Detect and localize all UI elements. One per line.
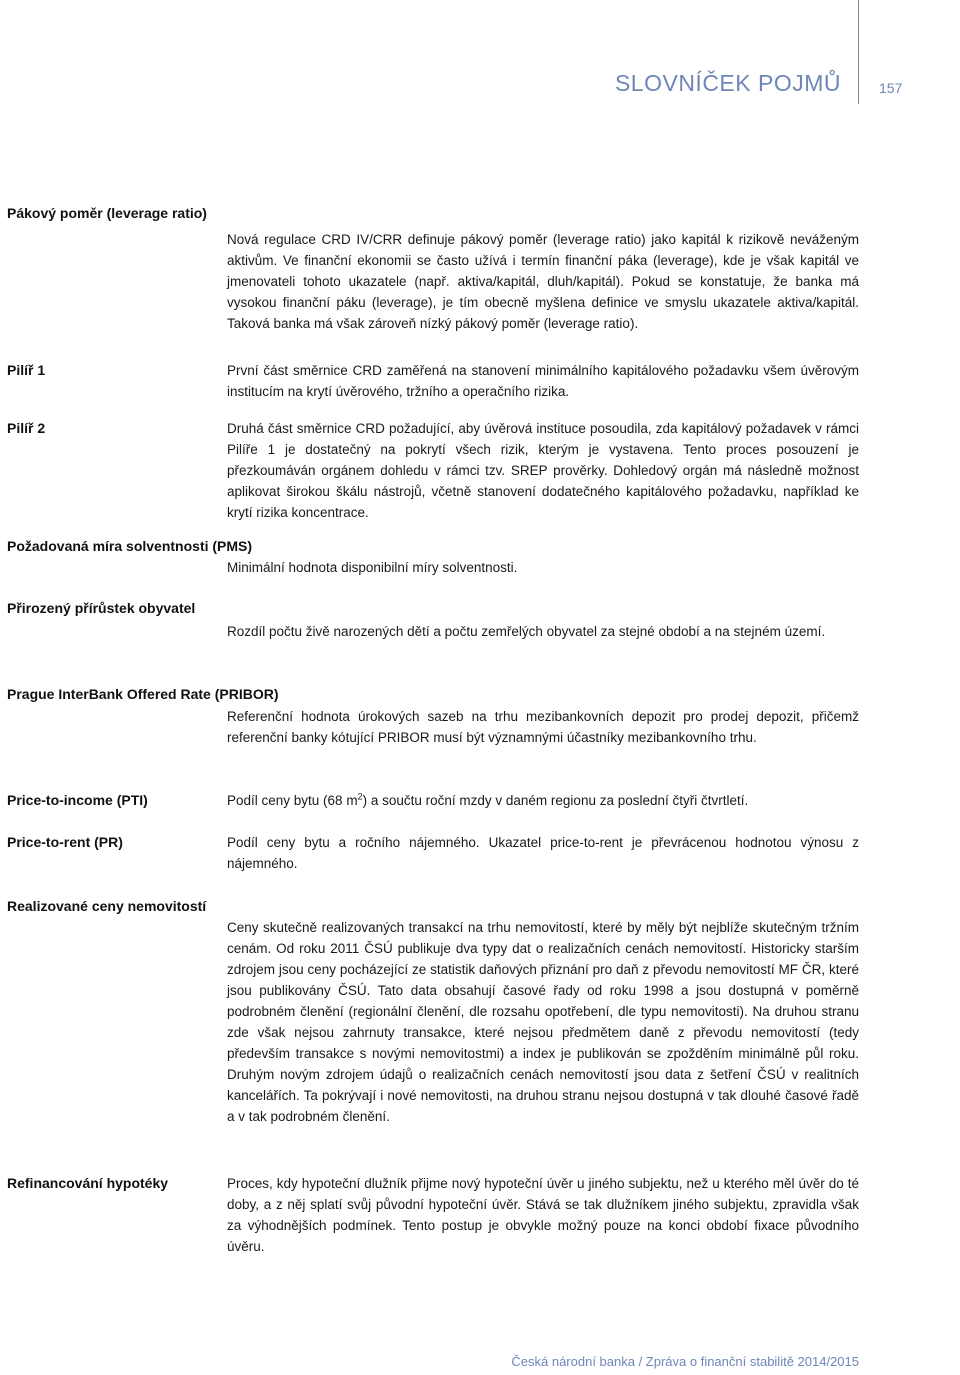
glossary-term: Prague InterBank Offered Rate (PRIBOR): [7, 686, 279, 702]
page-number: 157: [879, 80, 903, 96]
definition-text: ) a součtu roční mzdy v daném regionu za poslední čtyři čtvrtletí.: [362, 793, 749, 808]
glossary-term: Pákový poměr (leverage ratio): [7, 205, 207, 221]
glossary-definition: Nová regulace CRD IV/CRR definuje pákový poměr (leverage ratio) jako kapitál k rizikově neváženým aktivům. Ve finanční ekonomii se často užívá i termín finanční páka (leverage), kde je však kapitál ve jmenovateli tohoto ukazatele (např. aktiva/kapitál, dluh/kapitál). Pokud se konstatuje, že banka má vysokou finanční páku (leverage), je tím obecně myšlena definice ve smyslu ukazatele aktiva/kapitál. Taková banka má však zároveň nízký pákový poměr (leverage ratio).: [227, 232, 859, 331]
glossary-term: Realizované ceny nemovitostí: [7, 898, 207, 914]
glossary-definition: Proces, kdy hypoteční dlužník přijme nový hypoteční úvěr u jiného subjektu, než u kterého měl úvěr do té doby, a z něj splatí svůj původní hypoteční úvěr. Stává se tak dlužníkem jiného subjektu, zpravidla však za výhodnějších podmínek. Tento postup je obvykle možný pouze na konci období fixace původního úvěru.: [227, 1176, 859, 1254]
header-divider: [858, 0, 859, 104]
glossary-term: Price-to-rent (PR): [7, 834, 123, 850]
glossary-definition: Ceny skutečně realizovaných transakcí na trhu nemovitostí, které by měly být nejblíže skutečným tržním cenám. Od roku 2011 ČSÚ publikuje dva typy dat o realizačních cenách nemovitostí. Historicky starším zdrojem jsou ceny pocházející ze statistik daňových přiznání pro daň z převodu nemovitostí MF ČR, které jsou publikovány ČSÚ. Tato data obsahují časové řady od roku 1998 a jsou dostupná v poměrně podrobném členění (regionální členění, dle rozsahu opotřebení, dle typu nemovitosti). Na druhou stranu zde však nejsou zahrnuty transakce, které nejsou předmětem daně z převodu nemovitostí (tedy především transakce s novými nemovitostmi) a index je publikován se zpožděním minimálně půl roku. Druhým novým zdrojem údajů o realizačních cenách nemovitostí jsou data z šetření ČSÚ v realitních kancelářích. Ta pokrývají i nové nemovitosti, na druhou stranu nejsou dostupná v tak dlouhé časové řadě a v tak podrobném členění.: [227, 920, 859, 1124]
glossary-term: Price-to-income (PTI): [7, 792, 148, 808]
glossary-term: Pilíř 1: [7, 362, 46, 378]
definition-text: Podíl ceny bytu (68 m: [227, 793, 358, 808]
header-title: SLOVNÍČEK POJMŮ: [614, 70, 841, 96]
glossary-definition: První část směrnice CRD zaměřená na stanovení minimálního kapitálového požadavku všem úvěrovým institucím na krytí úvěrového, tržního a operačního rizika.: [227, 363, 859, 399]
glossary-definition: Minimální hodnota disponibilní míry solventnosti.: [227, 560, 518, 575]
glossary-definition: Referenční hodnota úrokových sazeb na trhu mezibankovních depozit pro prodej depozit, přičemž referenční banky kótující PRIBOR musí být významnými účastníky mezibankovního trhu.: [227, 709, 859, 745]
footer-text: Česká národní banka / Zpráva o finanční stabilitě 2014/2015: [511, 1354, 859, 1369]
glossary-definition: Druhá část směrnice CRD požadující, aby úvěrová instituce posoudila, zda kapitálový požadavek v rámci Pilíře 1 je dostatečný na pokrytí všech rizik, kterým je vystavena. Tento proces posouzení je přezkoumáván orgánem dohledu v rámci tzv. SREP prověrky. Dohledový orgán má následně možnost aplikovat širokou škálu nástrojů, včetně stanovení dodatečného kapitálového požadavku, například ke krytí rizika koncentrace.: [227, 421, 859, 520]
glossary-term: Požadovaná míra solventnosti (PMS): [7, 538, 253, 554]
glossary-term: Refinancování hypotéky: [7, 1175, 169, 1191]
glossary-definition: [227, 790, 859, 811]
superscript: 2: [357, 791, 363, 802]
glossary-term: Pilíř 2: [7, 420, 46, 436]
glossary-definition: Rozdíl počtu živě narozených dětí a počtu zemřelých obyvatel za stejné období a na stejném území.: [227, 624, 826, 639]
glossary-term: Přirozený přírůstek obyvatel: [7, 600, 196, 616]
glossary-definition: Podíl ceny bytu a ročního nájemného. Ukazatel price-to-rent je převrácenou hodnotou výnosu z nájemného.: [227, 835, 859, 871]
